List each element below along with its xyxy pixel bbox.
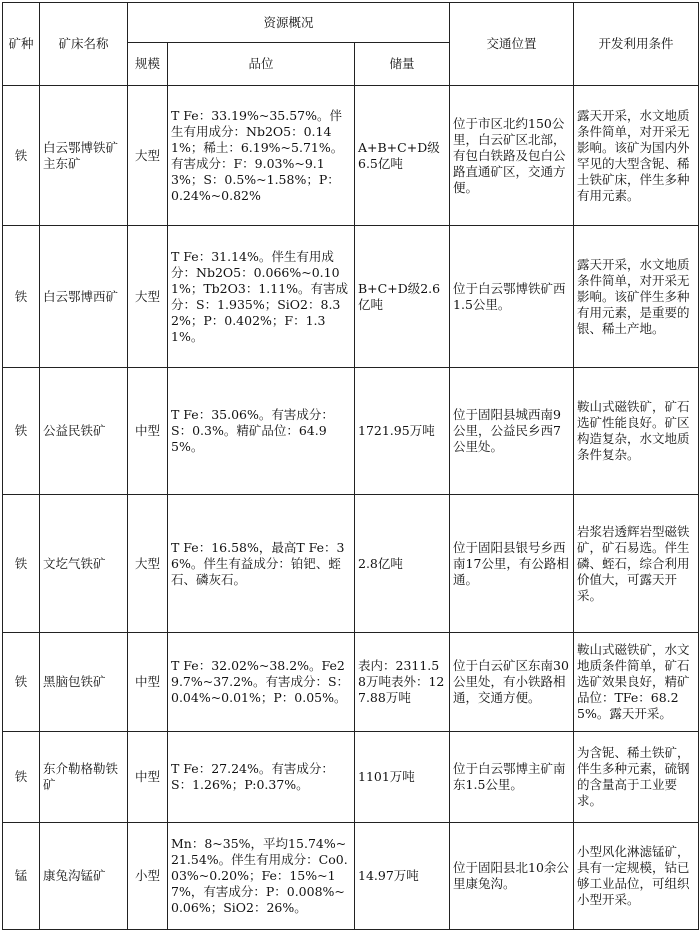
- table-row: [3, 226, 699, 368]
- deposit-name-cell: 黑脑包铁矿: [40, 633, 128, 732]
- table-row: [3, 368, 699, 495]
- mineral-cell: 铁: [3, 86, 40, 226]
- development-cell: 为含铌、稀土铁矿，伴生多种元素，硫钢的含量高于工业要求。: [574, 732, 699, 823]
- transport-cell: 位于白云鄂博主矿南东1.5公里。: [450, 732, 574, 823]
- mineral-cell: 铁: [3, 732, 40, 823]
- deposit-name-cell: 白云鄂博铁矿主东矿: [40, 86, 128, 226]
- deposit-name-cell: 康兔沟锰矿: [40, 823, 128, 930]
- scale-cell: 中型: [128, 633, 168, 732]
- header-development: 开发利用条件: [574, 3, 699, 86]
- scale-cell: 中型: [128, 368, 168, 495]
- development-cell: 鞍山式磁铁矿，水文地质条件简单，矿石选矿效果良好，精矿品位：TFe：68.25%。露天开采。: [574, 633, 699, 732]
- grade-cell: T Fe：16.58%，最高T Fe：36%。伴生有益成分：铂钯、蛭石、磷灰石。: [168, 495, 355, 633]
- development-cell: 露天开采，水文地质条件简单，对开采无影响。该矿为国内外罕见的大型含铌、稀土铁矿床，伴生多种有用元素。: [574, 86, 699, 226]
- table-row: [3, 86, 699, 226]
- reserves-cell: 2.8亿吨: [355, 495, 450, 633]
- table-row: [3, 732, 699, 823]
- header-mineral: 矿种: [3, 3, 40, 86]
- grade-cell: T Fe：35.06%。有害成分：S：0.3%。精矿品位：64.95%。: [168, 368, 355, 495]
- grade-cell: T Fe：27.24%。有害成分：S：1.26%；P:0.37%。: [168, 732, 355, 823]
- reserves-cell: 1721.95万吨: [355, 368, 450, 495]
- table-row: [3, 823, 699, 930]
- scale-cell: 大型: [128, 226, 168, 368]
- reserves-cell: 表内：2311.58万吨表外：127.88万吨: [355, 633, 450, 732]
- header-resource-overview: 资源概况: [128, 3, 450, 43]
- transport-cell: 位于白云鄂博铁矿西1.5公里。: [450, 226, 574, 368]
- deposit-name-cell: 文圪气铁矿: [40, 495, 128, 633]
- reserves-cell: 14.97万吨: [355, 823, 450, 930]
- deposit-name-cell: 公益民铁矿: [40, 368, 128, 495]
- header-deposit-name: 矿床名称: [40, 3, 128, 86]
- deposit-name-cell: 白云鄂博西矿: [40, 226, 128, 368]
- scale-cell: 大型: [128, 495, 168, 633]
- transport-cell: 位于固阳县城西南9公里，公益民乡西7公里处。: [450, 368, 574, 495]
- mineral-cell: 铁: [3, 495, 40, 633]
- header-grade: 品位: [168, 43, 355, 86]
- reserves-cell: 1101万吨: [355, 732, 450, 823]
- reserves-cell: A+B+C+D级6.5亿吨: [355, 86, 450, 226]
- reserves-cell: B+C+D级2.6亿吨: [355, 226, 450, 368]
- transport-cell: 位于固阳县北10余公里康兔沟。: [450, 823, 574, 930]
- transport-cell: 位于市区北约150公里，白云矿区北部，有包白铁路及包白公路直通矿区，交通方便。: [450, 86, 574, 226]
- mineral-cell: 铁: [3, 226, 40, 368]
- scale-cell: 大型: [128, 86, 168, 226]
- transport-cell: 位于固阳县银号乡西南17公里，有公路相通。: [450, 495, 574, 633]
- header-scale: 规模: [128, 43, 168, 86]
- table-row: [3, 633, 699, 732]
- scale-cell: 小型: [128, 823, 168, 930]
- grade-cell: T Fe：32.02%~38.2%。Fe29.7%~37.2%。有害成分：S：0.04%~0.01%；P：0.05%。: [168, 633, 355, 732]
- grade-cell: T Fe：33.19%~35.57%。伴生有用成分：Nb2O5：0.141%；稀土：6.19%~5.71%。有害成分：F：9.03%~9.13%；S：0.5%~1.58%；P：0.24%~0.82%: [168, 86, 355, 226]
- table-row: [3, 495, 699, 633]
- grade-cell: T Fe：31.14%。伴生有用成分：Nb2O5：0.066%~0.101%；Tb2O3：1.11%。有害成分：S：1.935%；SiO2：8.32%；P：0.402%；F：1.31%。: [168, 226, 355, 368]
- header-reserves: 储量: [355, 43, 450, 86]
- grade-cell: Mn：8~35%，平均15.74%~21.54%。伴生有用成分：Co0.03%~0.20%；Fe：15%~17%，有害成分：P：0.008%~0.06%；SiO2：26%。: [168, 823, 355, 930]
- mineral-cell: 铁: [3, 368, 40, 495]
- development-cell: 露天开采，水文地质条件简单，对开采无影响。该矿伴生多种有用元素，是重要的银、稀土产地。: [574, 226, 699, 368]
- development-cell: 鞍山式磁铁矿，矿石选矿性能良好。矿区构造复杂，水文地质条件复杂。: [574, 368, 699, 495]
- development-cell: 岩浆岩透辉岩型磁铁矿，矿石易选。伴生磷、蛭石，综合利用价值大，可露天开采。: [574, 495, 699, 633]
- mine-resource-table: [2, 2, 699, 930]
- transport-cell: 位于白云矿区东南30公里处，有小铁路相通，交通方便。: [450, 633, 574, 732]
- development-cell: 小型风化淋滤锰矿，具有一定规模，钴已够工业品位，可组织小型开采。: [574, 823, 699, 930]
- header-transport: 交通位置: [450, 3, 574, 86]
- scale-cell: 中型: [128, 732, 168, 823]
- deposit-name-cell: 东介勒格勒铁矿: [40, 732, 128, 823]
- header-row-top: [3, 3, 699, 43]
- mineral-cell: 铁: [3, 633, 40, 732]
- mineral-cell: 锰: [3, 823, 40, 930]
